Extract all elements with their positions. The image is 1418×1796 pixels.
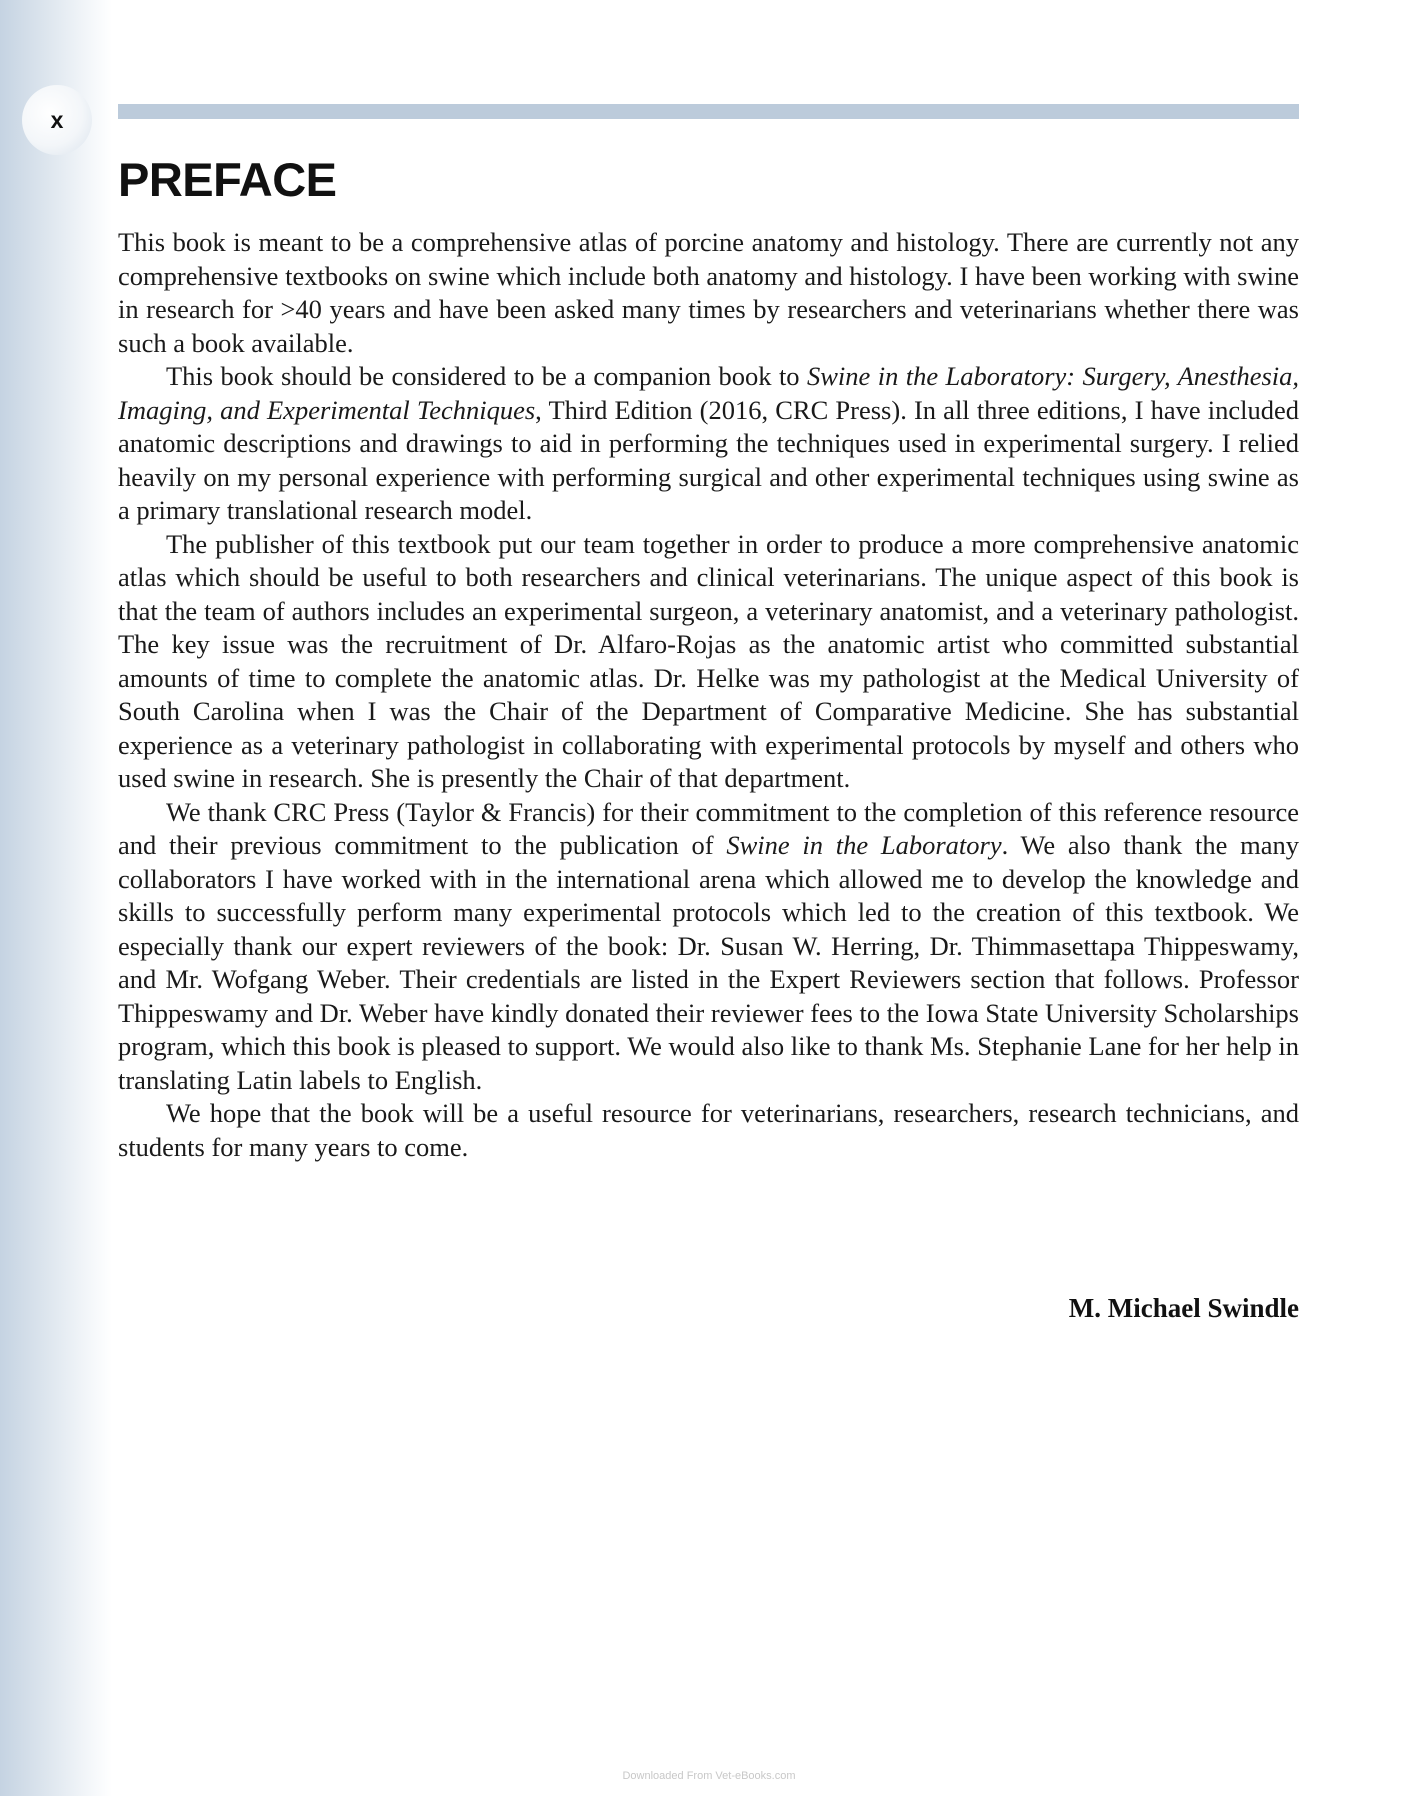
book-title: Swine in the Laboratory: Surgery, Anesthesia, Imaging, and Experimental Techniques <box>118 361 1300 425</box>
page-title: PREFACE <box>118 153 337 206</box>
header-rule <box>118 104 1299 119</box>
paragraph-text: We thank CRC Press (Taylor & Francis) for their commitment to the completion of this reference resource and their previous commitment to the publication of <box>118 796 1299 860</box>
page-number-badge <box>22 85 92 155</box>
paragraph-text: This book should be considered to be a companion book to <box>166 361 807 391</box>
paragraph-text: . We also thank the many collaborators I have worked with in the international arena which allowed me to develop the knowledge and skills to successfully perform many experimental protocols which led to the creation of this textbook. We especially thank our expert reviewers of the book: Dr. Susan W. Herring, Dr. Thimmasettapa Thippeswamy, and Mr. Wofgang Weber. Their credentials are listed in the Expert Reviewers section that follows. Professor Thippeswamy and Dr. Weber have kindly donated their reviewer fees to the Iowa State University Scholarships program, which this book is pleased to support. We would also like to thank Ms. Stephanie Lane for her help in translating Latin labels to English. <box>118 830 1299 1095</box>
page-side-band <box>0 0 112 1796</box>
paragraph-text: , Third Edition (2016, CRC Press). In all three editions, I have included anatomic descriptions and drawings to aid in performing the techniques used in experimental surgery. I relied heavily on my personal experience with performing surgical and other experimental techniques using swine as a primary translational research model. <box>118 394 1299 525</box>
preface-body <box>118 226 1299 1164</box>
paragraph <box>118 1097 1299 1164</box>
paragraph <box>118 796 1299 1098</box>
paragraph-text: This book is meant to be a comprehensive atlas of porcine anatomy and histology. There are currently not any comprehensive textbooks on swine which include both anatomy and histology. I have been working with swine in research for >40 years and have been asked many times by researchers and veterinarians whether there was such a book available. <box>118 227 1299 358</box>
book-title: Swine in the Laboratory <box>726 830 1002 860</box>
download-footer: Downloaded From Vet-eBooks.com <box>622 1770 796 1782</box>
author-signature: M. Michael Swindle <box>1068 1293 1299 1323</box>
paragraph-text: The publisher of this textbook put our team together in order to produce a more comprehensive anatomic atlas which should be useful to both researchers and clinical veterinarians. The unique aspect of this book is that the team of authors includes an experimental surgeon, a veterinary anatomist, and a veterinary pathologist. The key issue was the recruitment of Dr. Alfaro-Rojas as the anatomic artist who committed substantial amounts of time to complete the anatomic atlas. Dr. Helke was my pathologist at the Medical University of South Carolina when I was the Chair of the Department of Comparative Medicine. She has substantial experience as a veterinary pathologist in collaborating with experimental protocols by myself and others who used swine in research. She is presently the Chair of that department. <box>118 528 1299 793</box>
page-number: x <box>50 106 64 133</box>
paragraph-text: We hope that the book will be a useful resource for veterinarians, researchers, research technicians, and students for many years to come. <box>118 1098 1299 1162</box>
paragraph <box>118 226 1299 360</box>
paragraph <box>118 528 1299 796</box>
paragraph <box>118 360 1299 528</box>
